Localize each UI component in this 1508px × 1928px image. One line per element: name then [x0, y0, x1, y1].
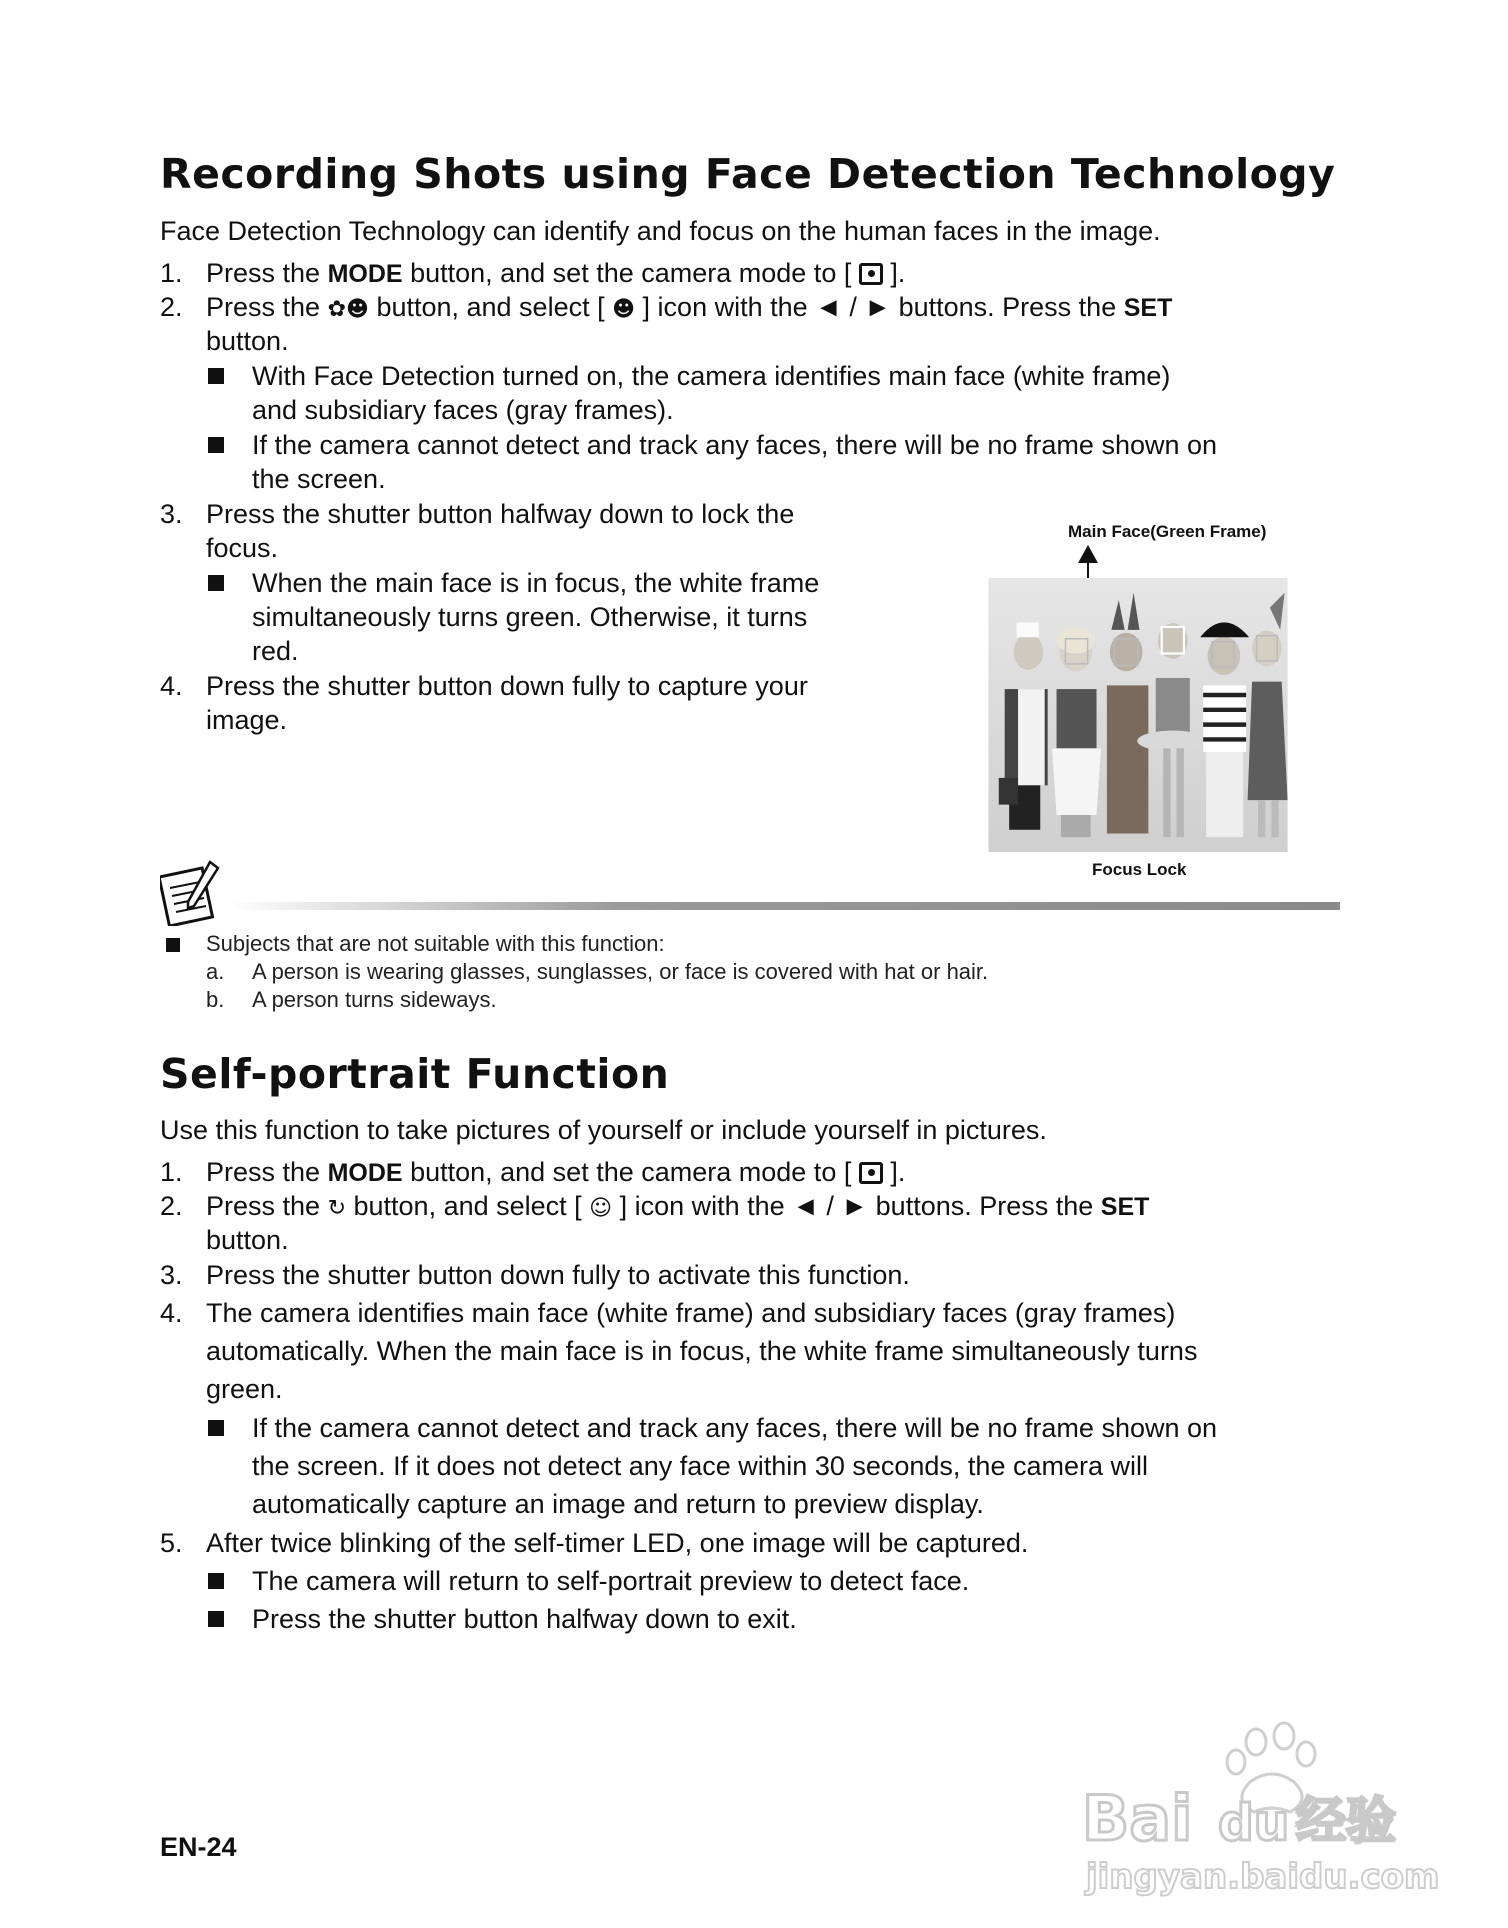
macro-face-button-icon: ✿☻ — [327, 297, 369, 322]
arrow-buttons-icon: ◄ / ► — [815, 292, 892, 322]
note-marker-b: b. — [206, 987, 225, 1012]
note-item-b: A person turns sideways. — [252, 987, 497, 1012]
camera-mode-icon — [859, 1162, 883, 1184]
camera-mode-icon — [859, 263, 883, 285]
section-intro: Use this function to take pictures of yourself or include yourself in pictures. — [160, 1115, 1047, 1145]
watermark-cn: 经验 — [1296, 1792, 1396, 1850]
baidu-jingyan-watermark — [1080, 1720, 1460, 1900]
section-intro: Face Detection Technology can identify and focus on the human faces in the image. — [160, 216, 1161, 246]
section-title-face-detection: Recording Shots using Face Detection Technology — [160, 150, 1336, 198]
page-number: EN-24 — [160, 1832, 237, 1862]
note-item-a: A person is wearing glasses, sunglasses, or face is covered with hat or hair. — [252, 959, 989, 984]
watermark-brand-du: du — [1218, 1794, 1290, 1852]
note-heading: Subjects that are not suitable with this function: — [206, 931, 665, 956]
bullet-square-icon — [208, 368, 224, 384]
watermark-url: jingyan.baidu.com — [1086, 1857, 1440, 1897]
children-costume-photo — [936, 578, 1340, 852]
bullet-square-icon — [208, 575, 224, 591]
note-divider — [228, 902, 1340, 910]
watermark-brand: Bai — [1082, 1782, 1193, 1855]
bullet-square-icon — [208, 1420, 224, 1436]
bullet-square-icon — [166, 938, 180, 952]
photo-caption-focus-lock: Focus Lock — [1092, 860, 1187, 879]
face-detection-icon: ☻ — [612, 297, 636, 322]
bullet-square-icon — [208, 1573, 224, 1589]
self-portrait-icon: ☺ — [589, 1196, 613, 1221]
bullet-square-icon — [208, 1611, 224, 1627]
bullet-square-icon — [208, 437, 224, 453]
note-marker-a: a. — [206, 959, 225, 984]
note-pad-icon — [160, 858, 234, 926]
self-timer-button-icon: ↻ — [327, 1196, 346, 1221]
manual-page: Recording Shots using Face Detection Technology Face Detection Technology can identify and focus on the human faces in the image. 1. Press the MODE button, and set the camera mode to [ ]. 2. Press the ✿☻ button, and select [ ☻ ] icon with the ◄ / ► buttons. Press the SET button. With Face Detection turned on, the camera identifies main face (white frame) and subsidiary faces (gray frames). If the camera cannot detect and track any faces, there will be no frame shown on the screen. 3. Press the shutter button halfway down to lock the focus. When the main face is in focus, the white frame simultaneously turns green. Otherwise, it turns red. 4. Press the shutter button down fully to capture your image. Main Face(Green Frame) Focus Lock Subjects that are not suitable with this function: a. A person is wearing glasses, sunglasses, or face is covered with hat or hair. b. A person turns sideways. Self-portrait Function Use this function to take pictures of yourself or include yourself in pictures. 1. Press the MODE button, and set the camera mode to [ ]. 2. Press the ↻ button, and select [ ☺ ] icon with the ◄ / ► buttons. Press the SET button. 3. Press the shutter button down fully to activate this function. 4. The camera identifies main face (white frame) and subsidiary faces (gray frames) automatically. When the main face is in focus, the white frame simultaneously turns green. If the camera cannot detect and track any faces, there will be no frame shown on the screen. If it does not detect any face within 30 seconds, the camera will automatically capture an image and return to preview display. 5. After twice blinking of the self-timer LED, one image will be captured. The camera will return to self-portrait preview to detect face. Press the shutter button halfway down to exit. EN-24 — [160, 0, 1340, 1928]
section-title-self-portrait: Self-portrait Function — [160, 1050, 670, 1098]
arrow-buttons-icon: ◄ / ► — [792, 1191, 869, 1221]
photo-caption-main-face: Main Face(Green Frame) — [1068, 522, 1267, 541]
